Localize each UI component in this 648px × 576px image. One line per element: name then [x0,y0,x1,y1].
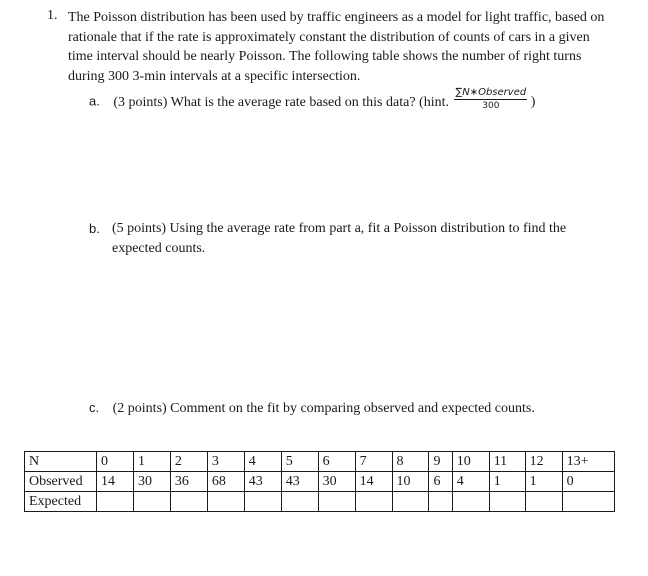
table-cell: 30 [318,472,355,492]
table-cell: 43 [244,472,281,492]
table-cell: 3 [207,452,244,472]
expected-row [25,492,615,512]
expected-cell[interactable] [452,492,489,512]
question-text: The Poisson distribution has been used by traffic engineers as a model for light traffic, based on rationale that if the rate is approximately constant the distribution of counts of cars in a given time interval should be nearly Poisson. The following table shows the number of right turns during 300 3-min intervals at a specific intersection. [68,10,605,84]
part-a-text: (3 points) What is the average rate based on this data? (hint. [113,94,449,110]
question-number: 1. [47,8,58,23]
expected-cell[interactable] [133,492,170,512]
expected-cell[interactable] [489,492,525,512]
table-cell: 7 [355,452,392,472]
data-table [24,451,615,512]
part-b-text: (5 points) Using the average rate from part a, fit a Poisson distribution to find the expected counts. [112,221,567,256]
table-cell: 11 [489,452,525,472]
expected-cell[interactable] [355,492,392,512]
hint-close-paren: ) [530,94,536,110]
expected-cell[interactable] [207,492,244,512]
table-cell: 6 [429,472,452,492]
expected-cell[interactable] [562,492,614,512]
table-cell: 14 [355,472,392,492]
table-cell: 43 [281,472,318,492]
hint-numerator: ∑N∗Observed [455,87,527,98]
part-a [89,87,536,115]
n-row [25,452,615,472]
table-cell: 6 [318,452,355,472]
table-cell: 0 [97,452,134,472]
table-cell: 36 [170,472,207,492]
hint-denominator: 300 [482,101,500,111]
row-label: Expected [25,492,97,512]
table-cell: 1 [489,472,525,492]
table-cell: 1 [525,472,562,492]
expected-cell[interactable] [281,492,318,512]
expected-cell[interactable] [392,492,429,512]
expected-cell[interactable] [318,492,355,512]
table-cell: 0 [562,472,614,492]
expected-cell[interactable] [170,492,207,512]
expected-cell[interactable] [429,492,452,512]
table-cell: 1 [133,452,170,472]
expected-cell[interactable] [97,492,134,512]
table-cell: 9 [429,452,452,472]
row-label: N [25,452,97,472]
table-cell: 2 [170,452,207,472]
part-c [89,398,535,419]
part-b [89,219,100,240]
part-a-letter: a. [89,93,100,109]
table-cell: 4 [244,452,281,472]
part-c-text: (2 points) Comment on the fit by comparing observed and expected counts. [112,401,535,416]
table-cell: 10 [452,452,489,472]
table-cell: 4 [452,472,489,492]
table-cell: 10 [392,472,429,492]
part-c-letter: c. [89,400,100,415]
table-cell: 68 [207,472,244,492]
table-cell: 30 [133,472,170,492]
row-label: Observed [25,472,97,492]
table-cell: 5 [281,452,318,472]
expected-cell[interactable] [525,492,562,512]
expected-cell[interactable] [244,492,281,512]
table-cell: 12 [525,452,562,472]
hint-fraction [454,87,527,112]
table-cell: 13+ [562,452,614,472]
table-cell: 8 [392,452,429,472]
observed-row [25,472,615,492]
table-cell: 14 [97,472,134,492]
part-b-letter: b. [89,221,100,236]
